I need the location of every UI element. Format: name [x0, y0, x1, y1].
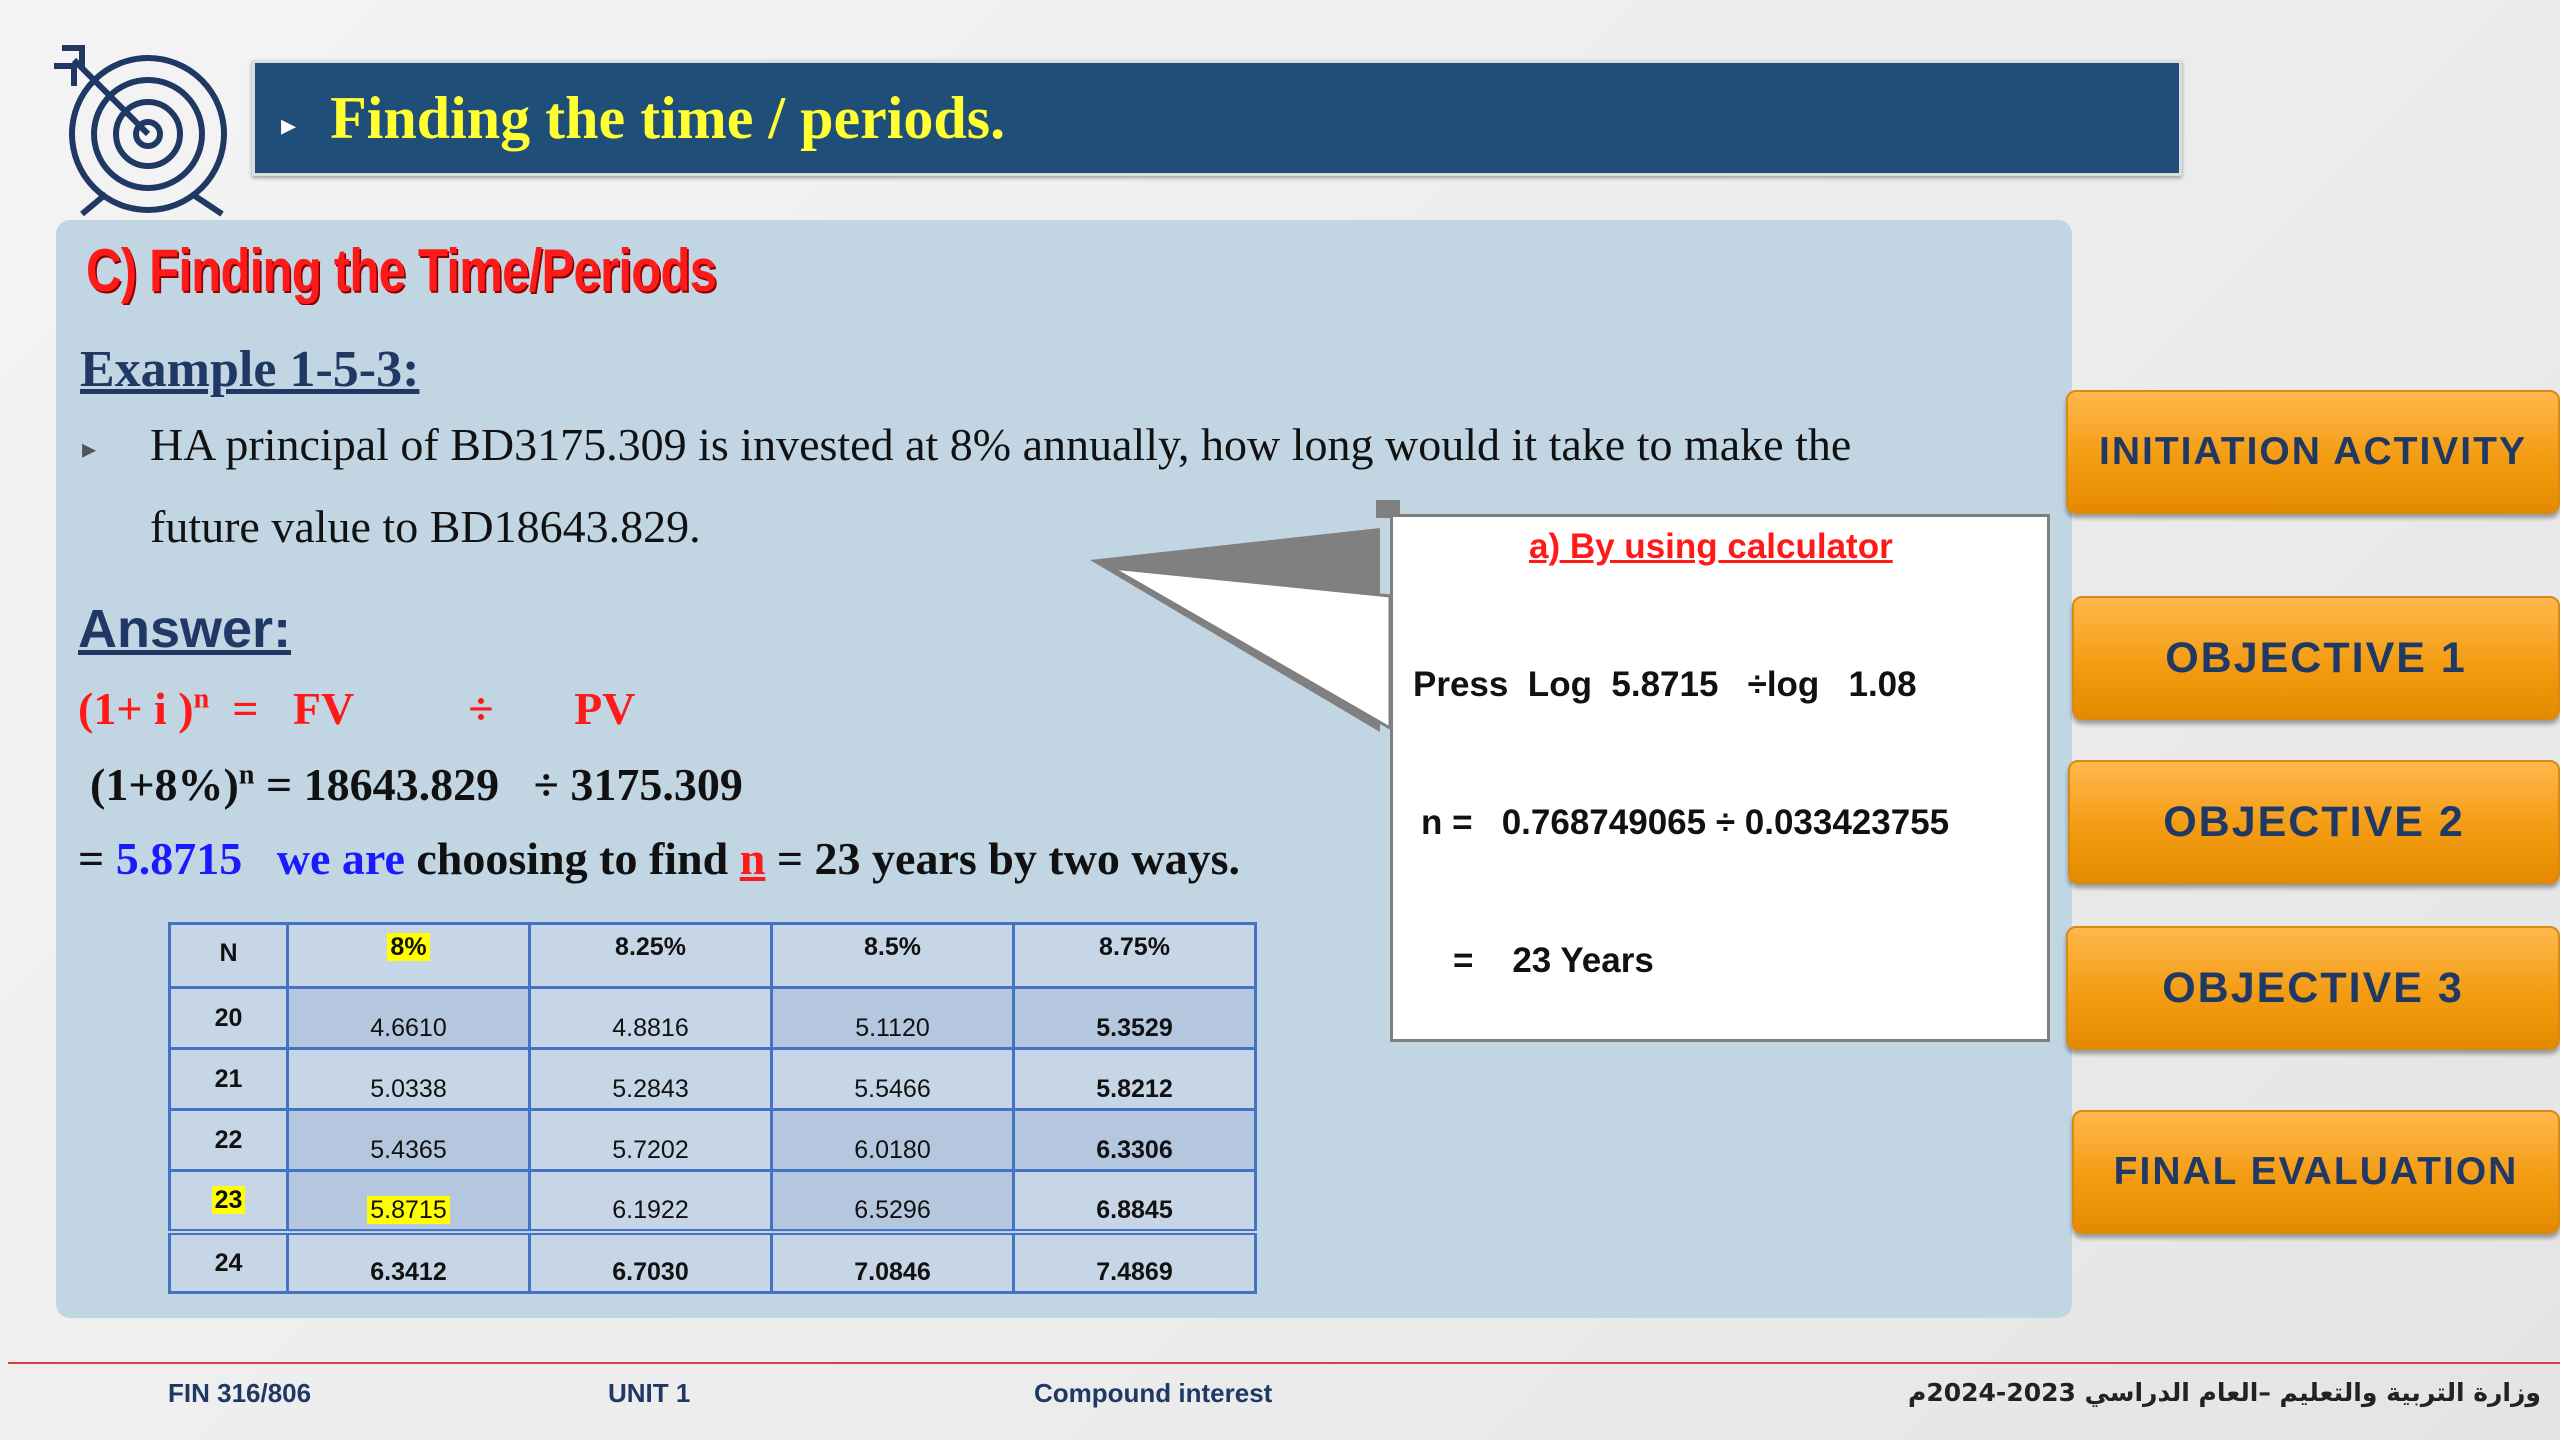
problem-text-line2: future value to BD18643.829. — [150, 501, 701, 552]
callout-result: = 23 Years — [1453, 941, 1654, 980]
calculator-callout — [1390, 514, 2050, 1042]
table-header-row — [170, 924, 1256, 988]
objective-2-button[interactable]: OBJECTIVE 2 — [2068, 760, 2560, 884]
callout-heading: a) By using calculator — [1529, 527, 1893, 566]
table-header-rate: 8.25% — [530, 924, 772, 988]
table-cell: 5.3529 — [1014, 988, 1256, 1049]
answer-title: Answer: — [78, 599, 292, 659]
table-cell: 6.3306 — [1014, 1110, 1256, 1171]
table-cell: 6.0180 — [772, 1110, 1014, 1171]
table-cell-n: 21 — [170, 1049, 288, 1110]
objective-3-button[interactable]: OBJECTIVE 3 — [2066, 926, 2560, 1050]
formula-general — [78, 682, 635, 735]
highlighted-period: 23 — [212, 1186, 246, 1214]
table-cell: 7.0846 — [772, 1232, 1014, 1293]
example-title: Example 1-5-3: — [80, 341, 420, 398]
highlighted-rate: 8% — [387, 933, 429, 961]
table-row — [170, 1110, 1256, 1171]
table-cell: 6.1922 — [530, 1171, 772, 1232]
table-cell — [288, 1171, 530, 1232]
formula-rhs: = 18643.829 ÷ 3175.309 — [254, 759, 743, 810]
result-end: = 23 years by two ways. — [765, 833, 1241, 884]
highlighted-factor: 5.8715 — [367, 1196, 449, 1224]
formula-exponent: n — [193, 683, 210, 715]
footer-divider — [8, 1362, 2560, 1364]
table-cell: 5.8212 — [1014, 1049, 1256, 1110]
table-cell: 5.4365 — [288, 1110, 530, 1171]
initiation-activity-button[interactable]: INITIATION ACTIVITY — [2066, 390, 2560, 514]
footer-ministry: وزارة التربية والتعليم –العام الدراسي 2023-2024م — [1908, 1378, 2541, 1407]
table-cell: 5.2843 — [530, 1049, 772, 1110]
table-cell: 6.8845 — [1014, 1171, 1256, 1232]
formula-result — [78, 832, 1240, 885]
formula-lhs: (1+ i ) — [78, 683, 194, 734]
table-header-rate: 8.5% — [772, 924, 1014, 988]
footer-topic: Compound interest — [1034, 1378, 1273, 1408]
result-mid: choosing to find — [404, 833, 740, 884]
callout-pointer — [1090, 492, 1410, 772]
formula-substituted — [90, 758, 743, 811]
table-cell: 7.4869 — [1014, 1232, 1256, 1293]
formula-exponent: n — [238, 759, 255, 791]
formula-lhs: (1+8%) — [90, 759, 239, 810]
target-arrow-icon — [52, 34, 238, 220]
objective-1-button[interactable]: OBJECTIVE 1 — [2072, 596, 2560, 720]
table-cell-n: 22 — [170, 1110, 288, 1171]
final-evaluation-button[interactable]: FINAL EVALUATION — [2072, 1110, 2560, 1234]
formula-rhs: = FV ÷ PV — [209, 683, 636, 734]
table-cell: 6.3412 — [288, 1232, 530, 1293]
callout-step1: Press Log 5.8715 ÷log 1.08 — [1413, 665, 1917, 704]
table-row — [170, 1049, 1256, 1110]
table-header-rate: 8.75% — [1014, 924, 1256, 988]
section-title: C) Finding the Time/Periods — [86, 237, 717, 304]
slide-header — [252, 60, 2182, 176]
table-cell-n: 20 — [170, 988, 288, 1049]
table-cell: 6.5296 — [772, 1171, 1014, 1232]
table-cell: 4.8816 — [530, 988, 772, 1049]
slide-title: Finding the time / periods. — [330, 84, 1006, 151]
table-cell: 6.7030 — [530, 1232, 772, 1293]
footer-unit: UNIT 1 — [608, 1378, 691, 1408]
table-row — [170, 1232, 1256, 1293]
result-value: 5.8715 — [115, 833, 243, 884]
table-cell: 5.7202 — [530, 1110, 772, 1171]
header-bullet: ▸ — [281, 107, 297, 143]
table-cell: 5.0338 — [288, 1049, 530, 1110]
compound-factor-table — [168, 922, 1257, 1294]
table-header-n: N — [170, 924, 288, 988]
result-gap — [242, 833, 277, 884]
table-cell: 5.5466 — [772, 1049, 1014, 1110]
problem-text-line1: HA principal of BD3175.309 is invested at 8% annually, how long would it take to make the — [150, 419, 1852, 470]
result-we-are: we are — [276, 833, 405, 884]
problem-bullet: ▸ — [82, 432, 97, 465]
footer-course: FIN 316/806 — [168, 1378, 312, 1408]
result-n: n — [739, 833, 766, 884]
table-row — [170, 988, 1256, 1049]
table-row — [170, 1171, 1256, 1232]
table-header-rate — [288, 924, 530, 988]
callout-step2: n = 0.768749065 ÷ 0.033423755 — [1421, 803, 1950, 842]
result-equals: = — [78, 833, 116, 884]
table-cell-n: 24 — [170, 1232, 288, 1293]
table-cell-n — [170, 1171, 288, 1232]
table-cell: 4.6610 — [288, 988, 530, 1049]
table-cell: 5.1120 — [772, 988, 1014, 1049]
